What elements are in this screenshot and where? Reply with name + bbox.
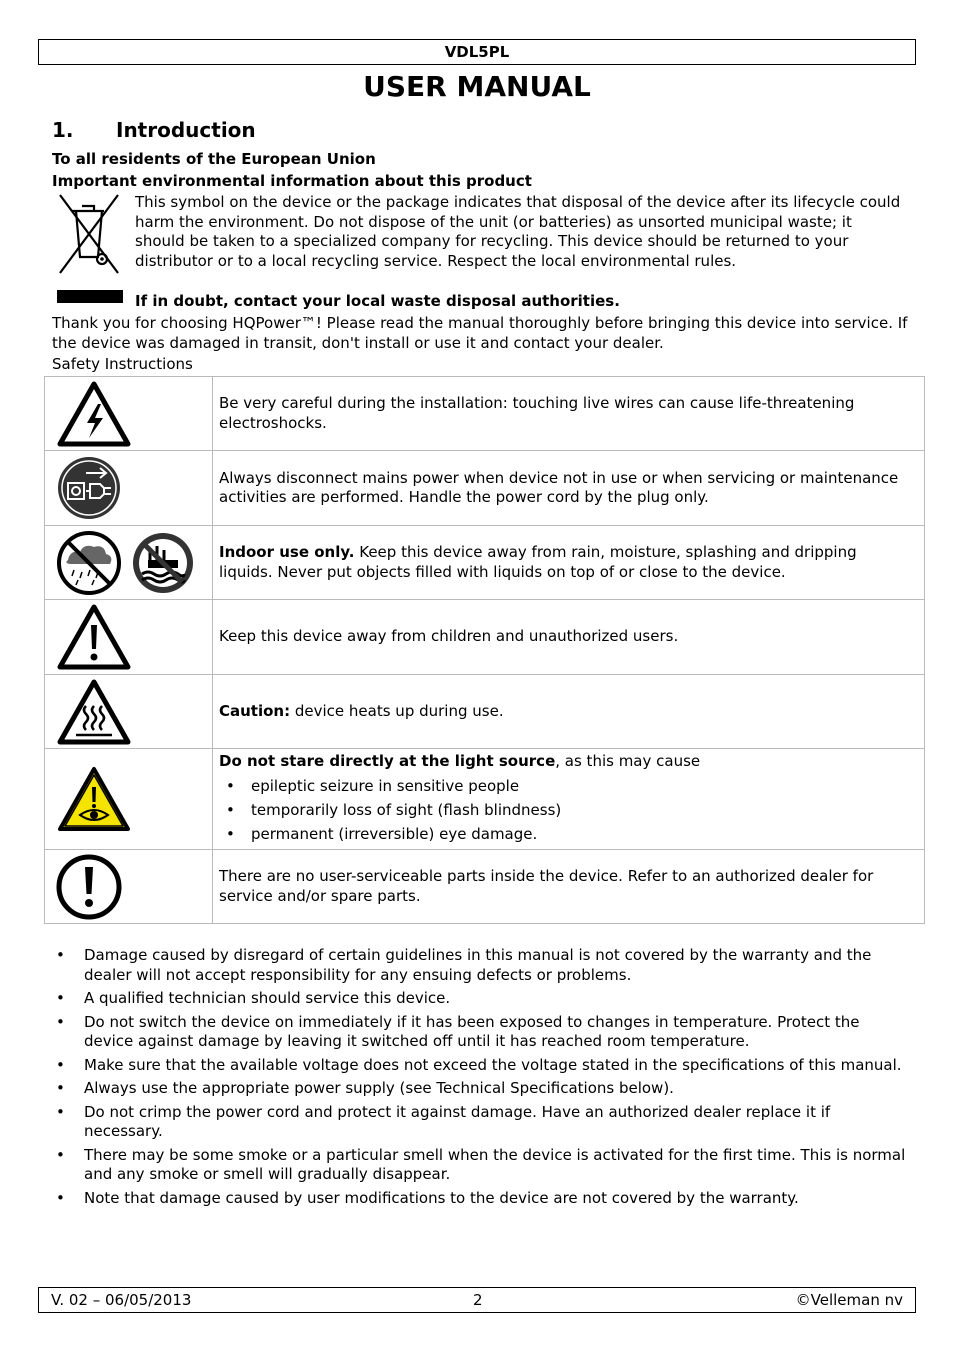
safety-row: [45, 451, 925, 526]
safety-row: [45, 850, 925, 924]
safety-text: Keep this device away from children and unauthorized users.: [213, 600, 925, 675]
disposal-advice: If in doubt, contact your local waste disposal authorities.: [135, 292, 620, 310]
copyright: ©Velleman nv: [795, 1291, 903, 1309]
list-item: • permanent (irreversible) eye damage.: [251, 822, 912, 846]
high-voltage-icon: [56, 380, 132, 448]
safety-text: There are no user-serviceable parts inside the device. Refer to an authorized dealer for service and/or spare parts.: [213, 850, 925, 924]
list-item: • Note that damage caused by user modifications to the device are not covered by the warranty.: [52, 1189, 907, 1209]
safety-table: [44, 376, 925, 924]
safety-text: Indoor use only. Keep this device away from rain, moisture, splashing and dripping liquids. Never put objects filled with liquids on top of or close to the device.: [213, 526, 925, 600]
page-number: 2: [473, 1291, 483, 1309]
safety-text: Always disconnect mains power when device not in use or when servicing or maintenance activities are performed. Handle the power cord by the plug only.: [213, 451, 925, 526]
exclamation-circle-icon: [56, 854, 122, 920]
environment-heading: Important environmental information about this product: [52, 172, 532, 190]
page-footer: [38, 1287, 916, 1313]
safety-text: Be very careful during the installation: touching live wires can cause life-threatening electroshocks.: [213, 377, 925, 451]
list-item: • A qualified technician should service this device.: [52, 989, 907, 1009]
safety-row: [45, 675, 925, 749]
version-date: V. 02 – 06/05/2013: [51, 1291, 192, 1309]
safety-heading: Safety Instructions: [52, 355, 193, 373]
section-number: 1.: [52, 118, 74, 142]
page-title: USER MANUAL: [363, 70, 591, 103]
list-item: • There may be some smoke or a particular smell when the device is activated for the first time. This is normal and any smoke or smell will gradually disappear.: [52, 1146, 907, 1185]
safety-row: [45, 377, 925, 451]
list-item: • Do not crimp the power cord and protect it against damage. Have an authorized dealer replace it if necessary.: [52, 1103, 907, 1142]
crossed-bin-icon: [52, 193, 124, 278]
list-item: • Make sure that the available voltage does not exceed the voltage stated in the specifications of this manual.: [52, 1056, 907, 1076]
weee-bar: [57, 290, 123, 303]
safety-row: [45, 600, 925, 675]
list-item: • Damage caused by disregard of certain guidelines in this manual is not covered by the warranty and the dealer will not accept responsibility for any ensuing defects or problems.: [52, 946, 907, 985]
safety-bullet-list: [52, 946, 907, 1212]
page-header: [38, 39, 916, 65]
eu-heading: To all residents of the European Union: [52, 150, 376, 168]
eu-disposal-text: This symbol on the device or the package indicates that disposal of the device after its lifecycle could harm the environment. Do not dispose of the unit (or batteries) as unsorted municipal waste; it should be taken to a specialized company for recycling. This device should be returned to your distributor or to a local recycling service. Respect the local environmental rules.: [135, 193, 901, 270]
list-item: • epileptic seizure in sensitive people: [251, 774, 912, 798]
safety-text: Do not stare directly at the light source, as this may cause • epileptic seizure in sensitive people • temporarily loss of sight (flash blindness) • permanent (irreversible) eye damage.: [213, 749, 925, 850]
safety-row: [45, 526, 925, 600]
hot-surface-icon: [56, 678, 132, 746]
list-item: • Always use the appropriate power supply (see Technical Specifications below).: [52, 1079, 907, 1099]
safety-row: [45, 749, 925, 850]
list-item: • Do not switch the device on immediately if it has been exposed to changes in temperature. Protect the device against damage by leaving it switched off until it has reached room temperature.: [52, 1013, 907, 1052]
warning-icon: [56, 603, 132, 671]
unplug-icon: [56, 455, 122, 521]
eye-hazard-icon: [56, 765, 132, 833]
model-name: VDL5PL: [444, 43, 510, 61]
safety-text: Caution: device heats up during use.: [213, 675, 925, 749]
light-hazard-list: [219, 774, 912, 846]
no-rain-icon: [56, 530, 196, 596]
thank-you-text: Thank you for choosing HQPower™! Please read the manual thoroughly before bringing this device into service. If the device was damaged in transit, don't install or use it and contact your dealer.: [52, 314, 908, 352]
section-title: Introduction: [116, 118, 256, 142]
list-item: • temporarily loss of sight (flash blindness): [251, 798, 912, 822]
section-heading: [52, 118, 256, 142]
